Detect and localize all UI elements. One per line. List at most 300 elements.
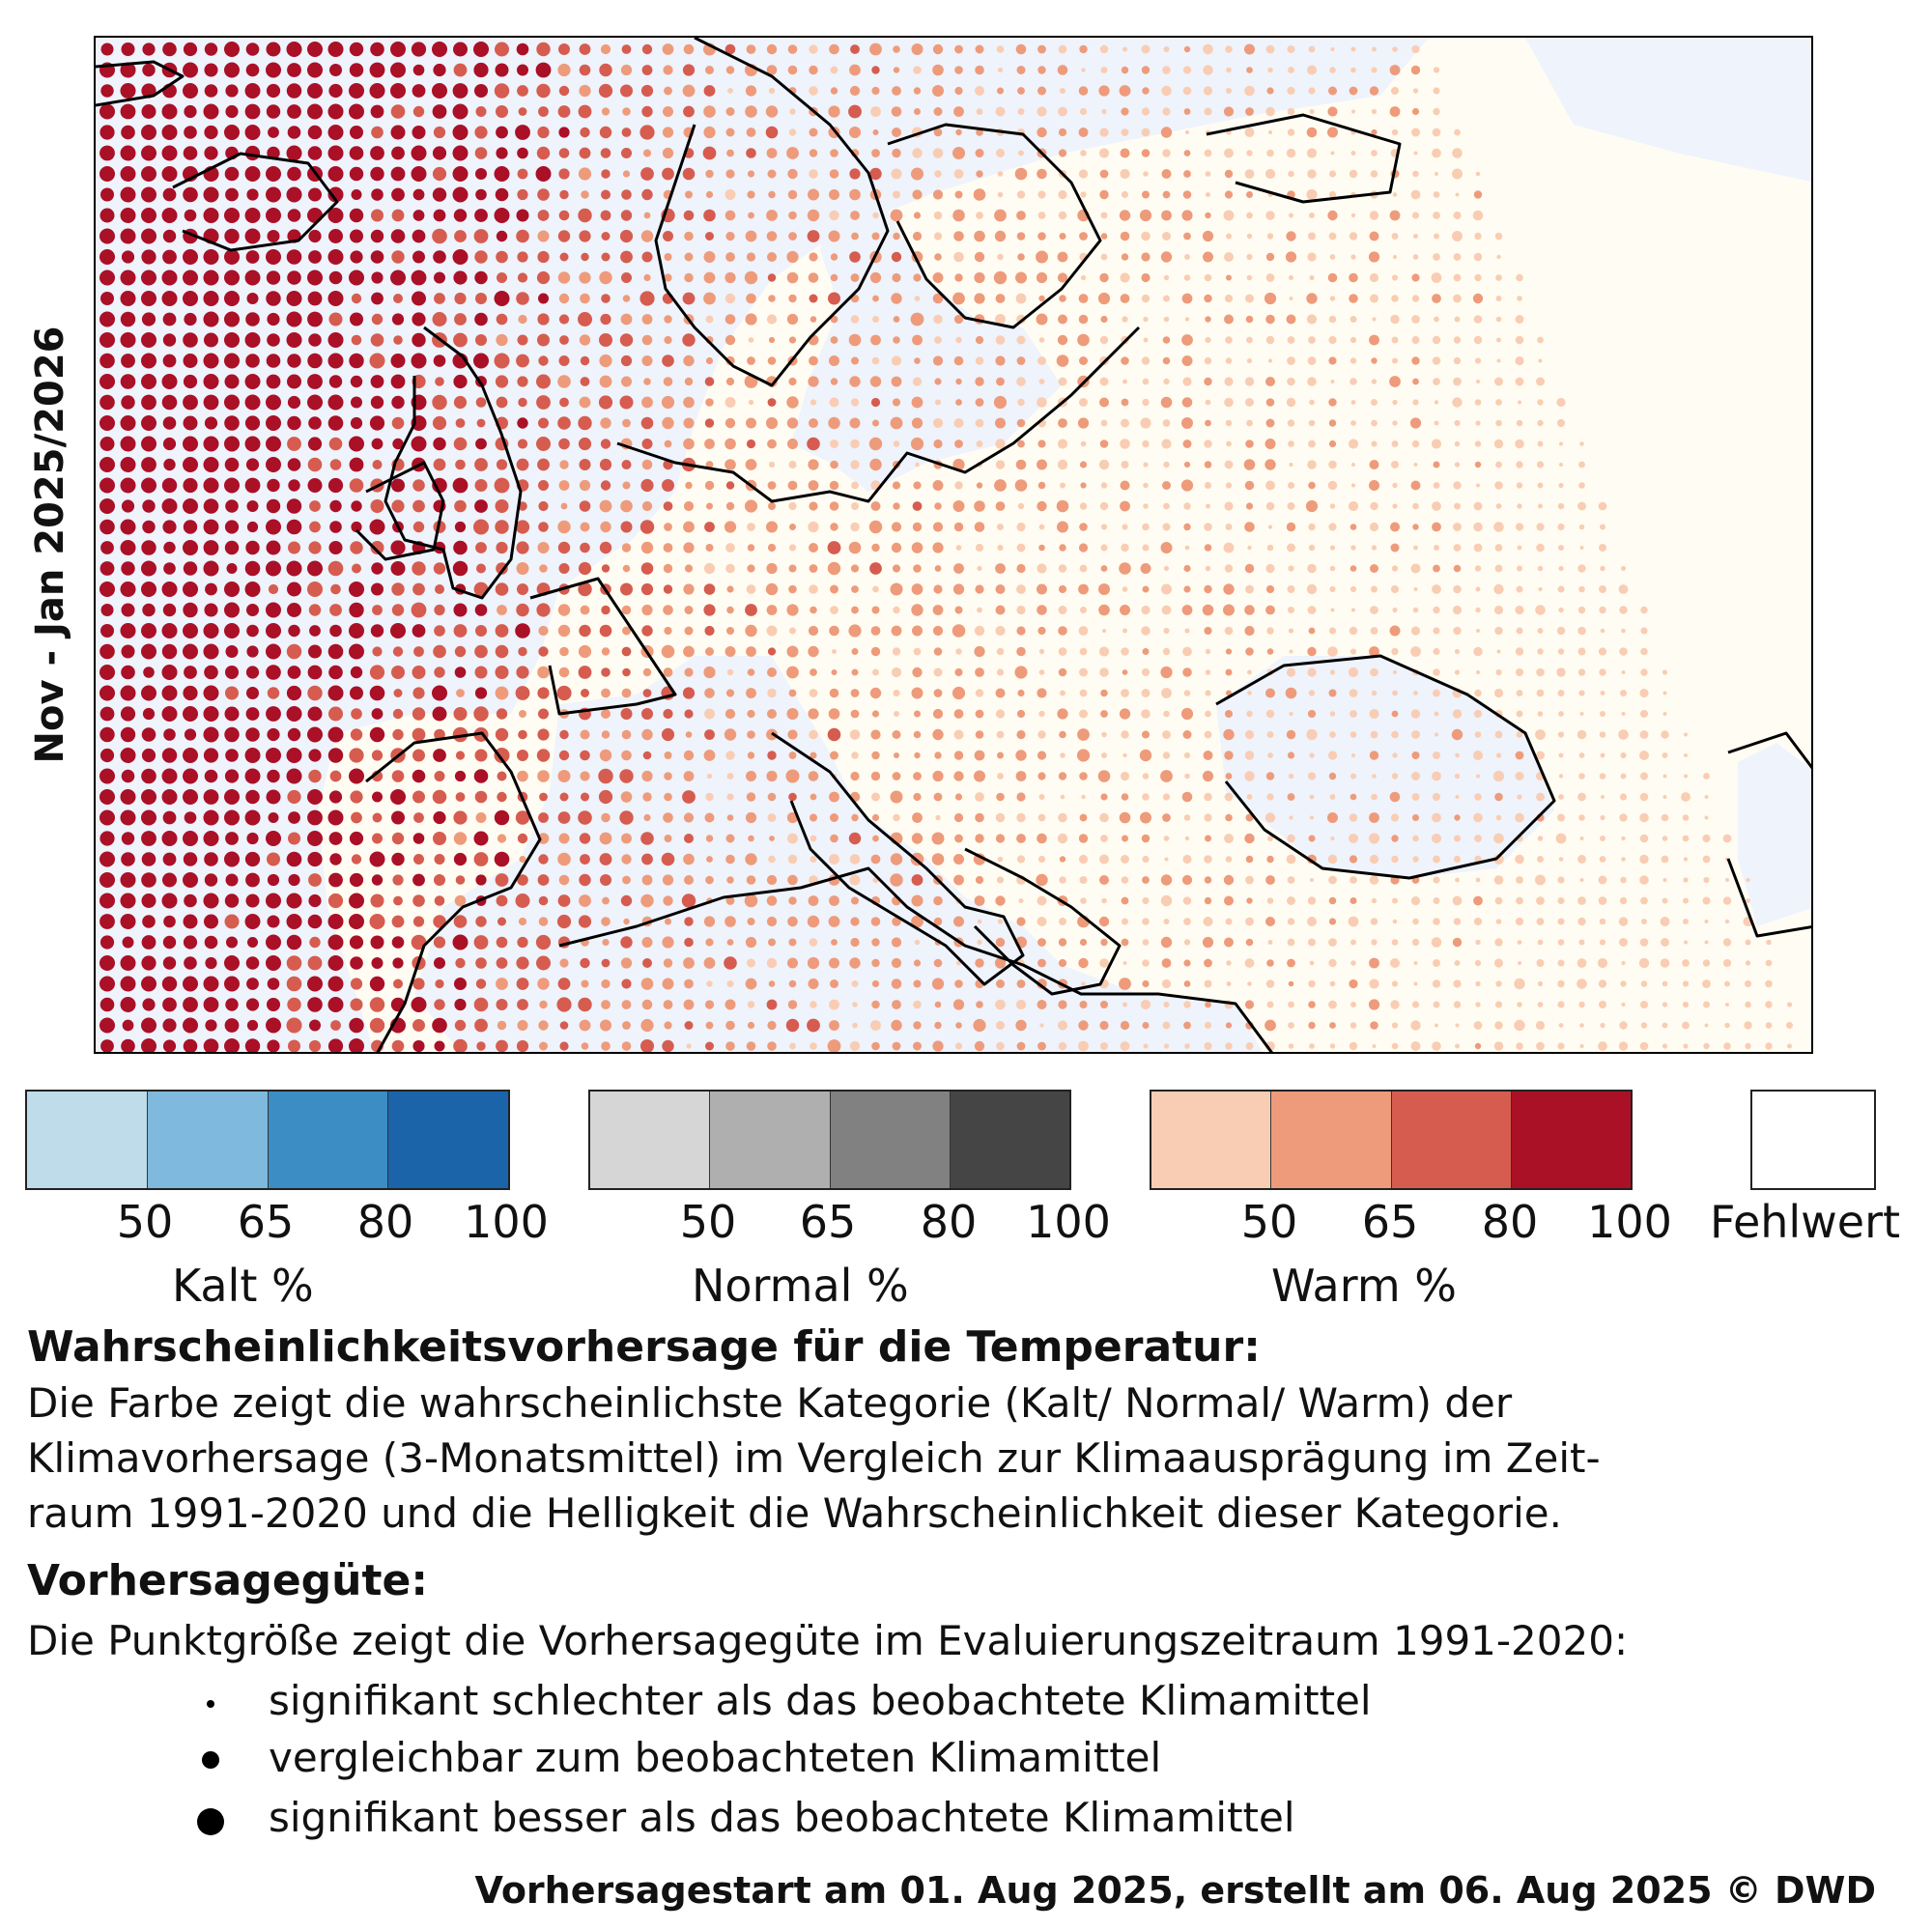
- probability-dot: [789, 128, 796, 135]
- probability-dot: [1456, 193, 1460, 197]
- probability-dot: [1244, 626, 1254, 636]
- probability-dot: [433, 438, 445, 450]
- probability-dot: [828, 105, 839, 117]
- probability-dot: [1246, 150, 1252, 156]
- probability-dot: [1308, 1001, 1316, 1008]
- probability-dot: [641, 625, 652, 636]
- probability-dot: [1016, 564, 1025, 573]
- probability-dot: [559, 335, 569, 345]
- probability-dot: [205, 936, 218, 950]
- probability-dot: [769, 980, 776, 987]
- probability-dot: [1577, 793, 1586, 802]
- probability-dot: [1434, 897, 1440, 904]
- probability-dot: [954, 440, 963, 448]
- probability-dot: [413, 522, 424, 532]
- probability-dot: [769, 88, 775, 94]
- probability-dot: [1517, 296, 1522, 301]
- probability-dot: [372, 605, 383, 615]
- probability-dot: [1683, 919, 1689, 924]
- probability-dot: [1433, 212, 1440, 219]
- probability-dot: [1058, 626, 1067, 636]
- probability-dot: [726, 66, 734, 73]
- probability-dot: [787, 834, 798, 844]
- probability-dot: [1599, 647, 1606, 655]
- probability-dot: [870, 688, 881, 698]
- colorbar-tick: 80: [1481, 1196, 1539, 1248]
- probability-dot: [1599, 876, 1607, 885]
- probability-dot: [1183, 440, 1192, 448]
- probability-dot: [121, 83, 136, 99]
- probability-dot: [1412, 752, 1420, 759]
- probability-dot: [747, 190, 754, 198]
- probability-dot: [121, 332, 136, 348]
- probability-dot: [1640, 648, 1648, 656]
- probability-dot: [267, 541, 281, 555]
- probability-dot: [1496, 503, 1502, 509]
- probability-dot: [1101, 732, 1107, 738]
- probability-dot: [953, 999, 964, 1009]
- probability-dot: [162, 374, 178, 389]
- probability-dot: [1536, 1021, 1545, 1030]
- probability-dot: [1683, 877, 1688, 882]
- probability-dot: [1204, 378, 1211, 385]
- probability-dot: [1079, 668, 1088, 677]
- probability-dot: [1327, 812, 1338, 823]
- probability-dot: [788, 461, 796, 468]
- probability-dot: [121, 187, 136, 203]
- probability-dot: [267, 998, 280, 1011]
- probability-dot: [704, 957, 716, 969]
- probability-dot: [1392, 129, 1398, 135]
- probability-dot: [580, 833, 590, 843]
- probability-dot: [1619, 917, 1628, 925]
- probability-dot: [1204, 813, 1211, 821]
- probability-dot: [1577, 627, 1586, 636]
- probability-dot: [810, 316, 817, 323]
- probability-dot: [831, 378, 838, 384]
- probability-dot: [746, 459, 757, 470]
- probability-dot: [1143, 586, 1150, 593]
- probability-dot: [99, 955, 115, 971]
- probability-dot: [1016, 606, 1025, 614]
- probability-dot: [433, 645, 446, 659]
- probability-dot: [684, 667, 693, 676]
- probability-dot: [1433, 979, 1440, 987]
- probability-dot: [1455, 669, 1460, 674]
- probability-dot: [705, 1000, 714, 1008]
- probability-dot: [183, 831, 198, 846]
- probability-dot: [1080, 502, 1087, 509]
- probability-dot: [536, 43, 550, 56]
- probability-dot: [1163, 793, 1170, 800]
- probability-dot: [121, 291, 136, 306]
- probability-dot: [686, 731, 693, 738]
- probability-dot: [351, 417, 362, 429]
- probability-dot: [870, 729, 880, 739]
- probability-dot: [1577, 564, 1585, 572]
- probability-dot: [268, 978, 280, 990]
- probability-dot: [434, 625, 445, 637]
- probability-dot: [433, 312, 447, 326]
- probability-dot: [1183, 959, 1190, 966]
- probability-dot: [1327, 106, 1337, 116]
- probability-dot: [1289, 463, 1293, 467]
- probability-dot: [246, 625, 259, 638]
- probability-dot: [1309, 275, 1314, 280]
- probability-dot: [601, 148, 611, 158]
- probability-dot: [975, 751, 985, 761]
- probability-dot: [349, 1018, 363, 1033]
- probability-dot: [934, 378, 941, 384]
- probability-dot: [100, 1039, 114, 1053]
- probability-dot: [622, 128, 632, 137]
- probability-dot: [1160, 770, 1173, 782]
- probability-dot: [1454, 565, 1462, 573]
- probability-dot: [1411, 896, 1420, 905]
- probability-dot: [224, 955, 240, 971]
- probability-dot: [123, 937, 134, 949]
- probability-dot: [1411, 66, 1420, 74]
- probability-dot: [1392, 773, 1398, 779]
- probability-dot: [684, 812, 694, 822]
- probability-dot: [1310, 795, 1315, 800]
- probability-dot: [1265, 606, 1275, 615]
- probability-dot: [268, 127, 279, 138]
- colorbar-tick: 100: [1587, 1196, 1672, 1248]
- probability-dot: [1557, 524, 1564, 530]
- probability-dot: [810, 668, 817, 676]
- probability-dot: [267, 1039, 279, 1052]
- probability-dot: [287, 582, 301, 597]
- probability-dot: [454, 500, 467, 513]
- probability-dot: [1433, 668, 1440, 676]
- probability-dot: [581, 730, 590, 740]
- probability-dot: [1453, 378, 1462, 386]
- probability-dot: [1017, 66, 1026, 74]
- probability-dot: [997, 876, 1004, 883]
- probability-dot: [412, 479, 425, 492]
- probability-dot: [1455, 960, 1461, 966]
- probability-dot: [1016, 44, 1027, 55]
- probability-dot: [704, 688, 715, 698]
- probability-dot: [914, 357, 921, 364]
- probability-dot: [1455, 462, 1460, 467]
- probability-dot: [329, 313, 343, 326]
- probability-dot: [1266, 979, 1275, 988]
- probability-dot: [663, 231, 673, 241]
- probability-dot: [641, 708, 653, 720]
- probability-dot: [1661, 958, 1670, 968]
- probability-dot: [556, 686, 571, 700]
- probability-dot: [850, 418, 861, 429]
- probability-dot: [891, 583, 903, 596]
- probability-dot: [308, 541, 321, 553]
- probability-dot: [640, 1019, 653, 1032]
- probability-dot: [412, 84, 426, 98]
- probability-dot: [1474, 190, 1482, 198]
- probability-dot: [517, 999, 528, 1010]
- probability-dot: [350, 458, 364, 472]
- probability-dot: [1432, 149, 1441, 158]
- probability-dot: [1100, 1042, 1108, 1050]
- probability-dot: [1392, 1043, 1399, 1050]
- probability-dot: [643, 150, 651, 157]
- probability-dot: [476, 564, 486, 574]
- probability-dot: [1371, 170, 1378, 178]
- probability-dot: [952, 210, 965, 222]
- probability-dot: [703, 127, 715, 138]
- probability-dot: [1080, 108, 1087, 115]
- probability-dot: [328, 166, 344, 182]
- probability-dot: [99, 520, 115, 535]
- probability-dot: [746, 771, 756, 781]
- probability-dot: [287, 520, 302, 535]
- probability-dot: [225, 105, 238, 118]
- probability-dot: [497, 937, 508, 949]
- probability-dot: [1328, 523, 1336, 530]
- probability-dot: [748, 213, 754, 219]
- probability-dot: [1266, 253, 1274, 261]
- probability-dot: [1307, 128, 1318, 138]
- probability-dot: [121, 104, 136, 120]
- probability-dot: [225, 749, 239, 762]
- probability-dot: [1079, 315, 1089, 325]
- probability-dot: [1141, 606, 1150, 614]
- probability-dot: [412, 978, 424, 989]
- probability-dot: [1516, 336, 1524, 345]
- probability-dot: [1661, 938, 1669, 947]
- probability-dot: [622, 1021, 631, 1030]
- probability-dot: [536, 375, 551, 389]
- probability-dot: [328, 249, 344, 265]
- probability-dot: [475, 916, 486, 926]
- probability-dot: [1578, 482, 1585, 489]
- probability-dot: [1454, 129, 1461, 136]
- probability-dot: [309, 937, 320, 948]
- probability-dot: [1372, 109, 1377, 114]
- probability-dot: [1223, 729, 1234, 740]
- probability-dot: [1432, 439, 1441, 448]
- probability-dot: [474, 832, 489, 846]
- probability-dot: [1058, 190, 1066, 199]
- probability-dot: [1414, 961, 1418, 965]
- probability-dot: [682, 333, 695, 346]
- probability-dot: [1724, 1023, 1730, 1029]
- probability-dot: [1289, 774, 1293, 779]
- probability-dot: [912, 189, 922, 199]
- probability-dot: [245, 374, 261, 389]
- probability-dot: [328, 229, 343, 243]
- probability-dot: [1080, 461, 1087, 468]
- probability-dot: [307, 582, 323, 597]
- probability-dot: [726, 607, 734, 614]
- probability-dot: [225, 915, 240, 929]
- probability-dot: [370, 167, 384, 181]
- probability-dot: [788, 378, 796, 385]
- probability-dot: [1060, 856, 1065, 862]
- probability-dot: [1412, 108, 1419, 115]
- probability-dot: [496, 251, 508, 264]
- probability-dot: [184, 105, 196, 118]
- probability-dot: [1390, 523, 1400, 532]
- probability-dot: [621, 791, 633, 803]
- probability-dot: [727, 814, 734, 821]
- probability-dot: [1639, 689, 1648, 697]
- probability-dot: [621, 834, 632, 844]
- probability-dot: [1370, 855, 1378, 864]
- probability-dot: [266, 208, 281, 223]
- probability-dot: [1328, 336, 1336, 344]
- probability-dot: [349, 582, 364, 597]
- probability-dot: [1494, 689, 1503, 697]
- probability-dot: [497, 231, 507, 241]
- probability-dot: [454, 604, 468, 617]
- probability-dot: [1372, 68, 1378, 73]
- probability-dot: [1433, 648, 1439, 655]
- probability-dot: [162, 644, 177, 659]
- probability-dot: [1538, 711, 1544, 717]
- probability-dot: [704, 729, 715, 740]
- probability-dot: [808, 210, 819, 221]
- probability-dot: [662, 479, 674, 492]
- probability-dot: [622, 668, 631, 677]
- probability-dot: [433, 64, 445, 76]
- probability-dot: [580, 65, 591, 76]
- probability-dot: [1226, 524, 1233, 530]
- probability-dot: [1350, 794, 1357, 801]
- probability-dot: [1037, 460, 1047, 470]
- probability-dot: [454, 438, 468, 451]
- colorbar-cell: [831, 1092, 951, 1188]
- probability-dot: [371, 624, 384, 637]
- probability-dot: [1287, 398, 1295, 407]
- probability-dot: [1537, 690, 1545, 697]
- probability-dot: [1350, 855, 1357, 863]
- probability-dot: [538, 542, 550, 553]
- probability-dot: [996, 460, 1005, 468]
- probability-dot: [372, 646, 382, 656]
- probability-dot: [933, 584, 942, 593]
- probability-dot: [724, 956, 737, 970]
- probability-dot: [1226, 420, 1233, 427]
- probability-dot: [974, 272, 984, 283]
- probability-dot: [954, 523, 963, 531]
- probability-dot: [685, 606, 694, 614]
- probability-dot: [705, 876, 714, 885]
- probability-dot: [1161, 127, 1172, 137]
- probability-dot: [932, 85, 944, 97]
- probability-dot: [686, 1043, 691, 1048]
- probability-dot: [1475, 1002, 1480, 1007]
- probability-dot: [1142, 835, 1151, 843]
- probability-dot: [600, 417, 611, 428]
- probability-dot: [247, 293, 259, 304]
- probability-dot: [643, 752, 652, 760]
- probability-dot: [809, 66, 817, 74]
- sea-area: [791, 202, 1062, 492]
- probability-dot: [580, 128, 589, 137]
- probability-dot: [391, 853, 404, 865]
- probability-dot: [933, 418, 943, 428]
- probability-dot: [829, 916, 840, 927]
- probability-dot: [934, 959, 943, 968]
- probability-dot: [371, 230, 384, 242]
- probability-dot: [453, 187, 469, 203]
- probability-dot: [183, 686, 197, 700]
- probability-dot: [1329, 316, 1337, 324]
- probability-dot: [1473, 896, 1483, 906]
- probability-dot: [1182, 605, 1193, 615]
- probability-dot: [747, 959, 755, 968]
- probability-dot: [663, 709, 672, 719]
- probability-dot: [1016, 211, 1026, 220]
- probability-dot: [183, 623, 198, 638]
- probability-dot: [830, 585, 838, 594]
- probability-dot: [308, 956, 323, 971]
- probability-dot: [1328, 87, 1337, 96]
- probability-dot: [1369, 834, 1379, 844]
- probability-dot: [184, 561, 197, 575]
- probability-dot: [602, 959, 611, 968]
- probability-dot: [977, 940, 981, 945]
- probability-dot: [287, 437, 301, 451]
- probability-dot: [372, 957, 384, 969]
- probability-dot: [1329, 773, 1336, 780]
- probability-dot: [747, 128, 756, 137]
- probability-dot: [517, 771, 528, 782]
- probability-dot: [247, 522, 258, 532]
- probability-dot: [1725, 1003, 1729, 1007]
- probability-dot: [1099, 855, 1109, 865]
- probability-dot: [1080, 897, 1087, 904]
- probability-dot: [997, 773, 1004, 780]
- probability-dot: [620, 936, 632, 948]
- probability-dot: [393, 294, 403, 303]
- probability-dot: [307, 831, 323, 846]
- probability-dot: [706, 191, 713, 198]
- probability-dot: [1433, 108, 1439, 115]
- probability-dot: [1164, 46, 1170, 52]
- probability-dot: [1079, 710, 1088, 719]
- probability-dot: [682, 790, 696, 804]
- probability-dot: [163, 459, 175, 470]
- probability-dot: [538, 874, 550, 886]
- probability-dot: [433, 104, 447, 119]
- probability-dot: [434, 999, 444, 1009]
- probability-dot: [1226, 68, 1232, 73]
- probability-dot: [1142, 440, 1149, 447]
- probability-dot: [1099, 460, 1109, 469]
- probability-dot: [995, 626, 1005, 636]
- probability-dot: [1287, 730, 1295, 739]
- probability-dot: [474, 998, 489, 1012]
- probability-dot: [1245, 377, 1254, 385]
- probability-dot: [412, 791, 425, 804]
- probability-dot: [1578, 773, 1585, 780]
- probability-dot: [539, 1001, 547, 1008]
- probability-dot: [1392, 337, 1399, 344]
- probability-dot: [162, 789, 178, 805]
- probability-dot: [829, 231, 840, 242]
- probability-dot: [1536, 668, 1545, 677]
- probability-dot: [684, 875, 694, 885]
- probability-dot: [412, 624, 426, 638]
- probability-dot: [434, 667, 444, 677]
- probability-dot: [142, 935, 156, 950]
- probability-dot: [538, 231, 550, 242]
- probability-dot: [1037, 730, 1045, 738]
- probability-dot: [495, 520, 508, 533]
